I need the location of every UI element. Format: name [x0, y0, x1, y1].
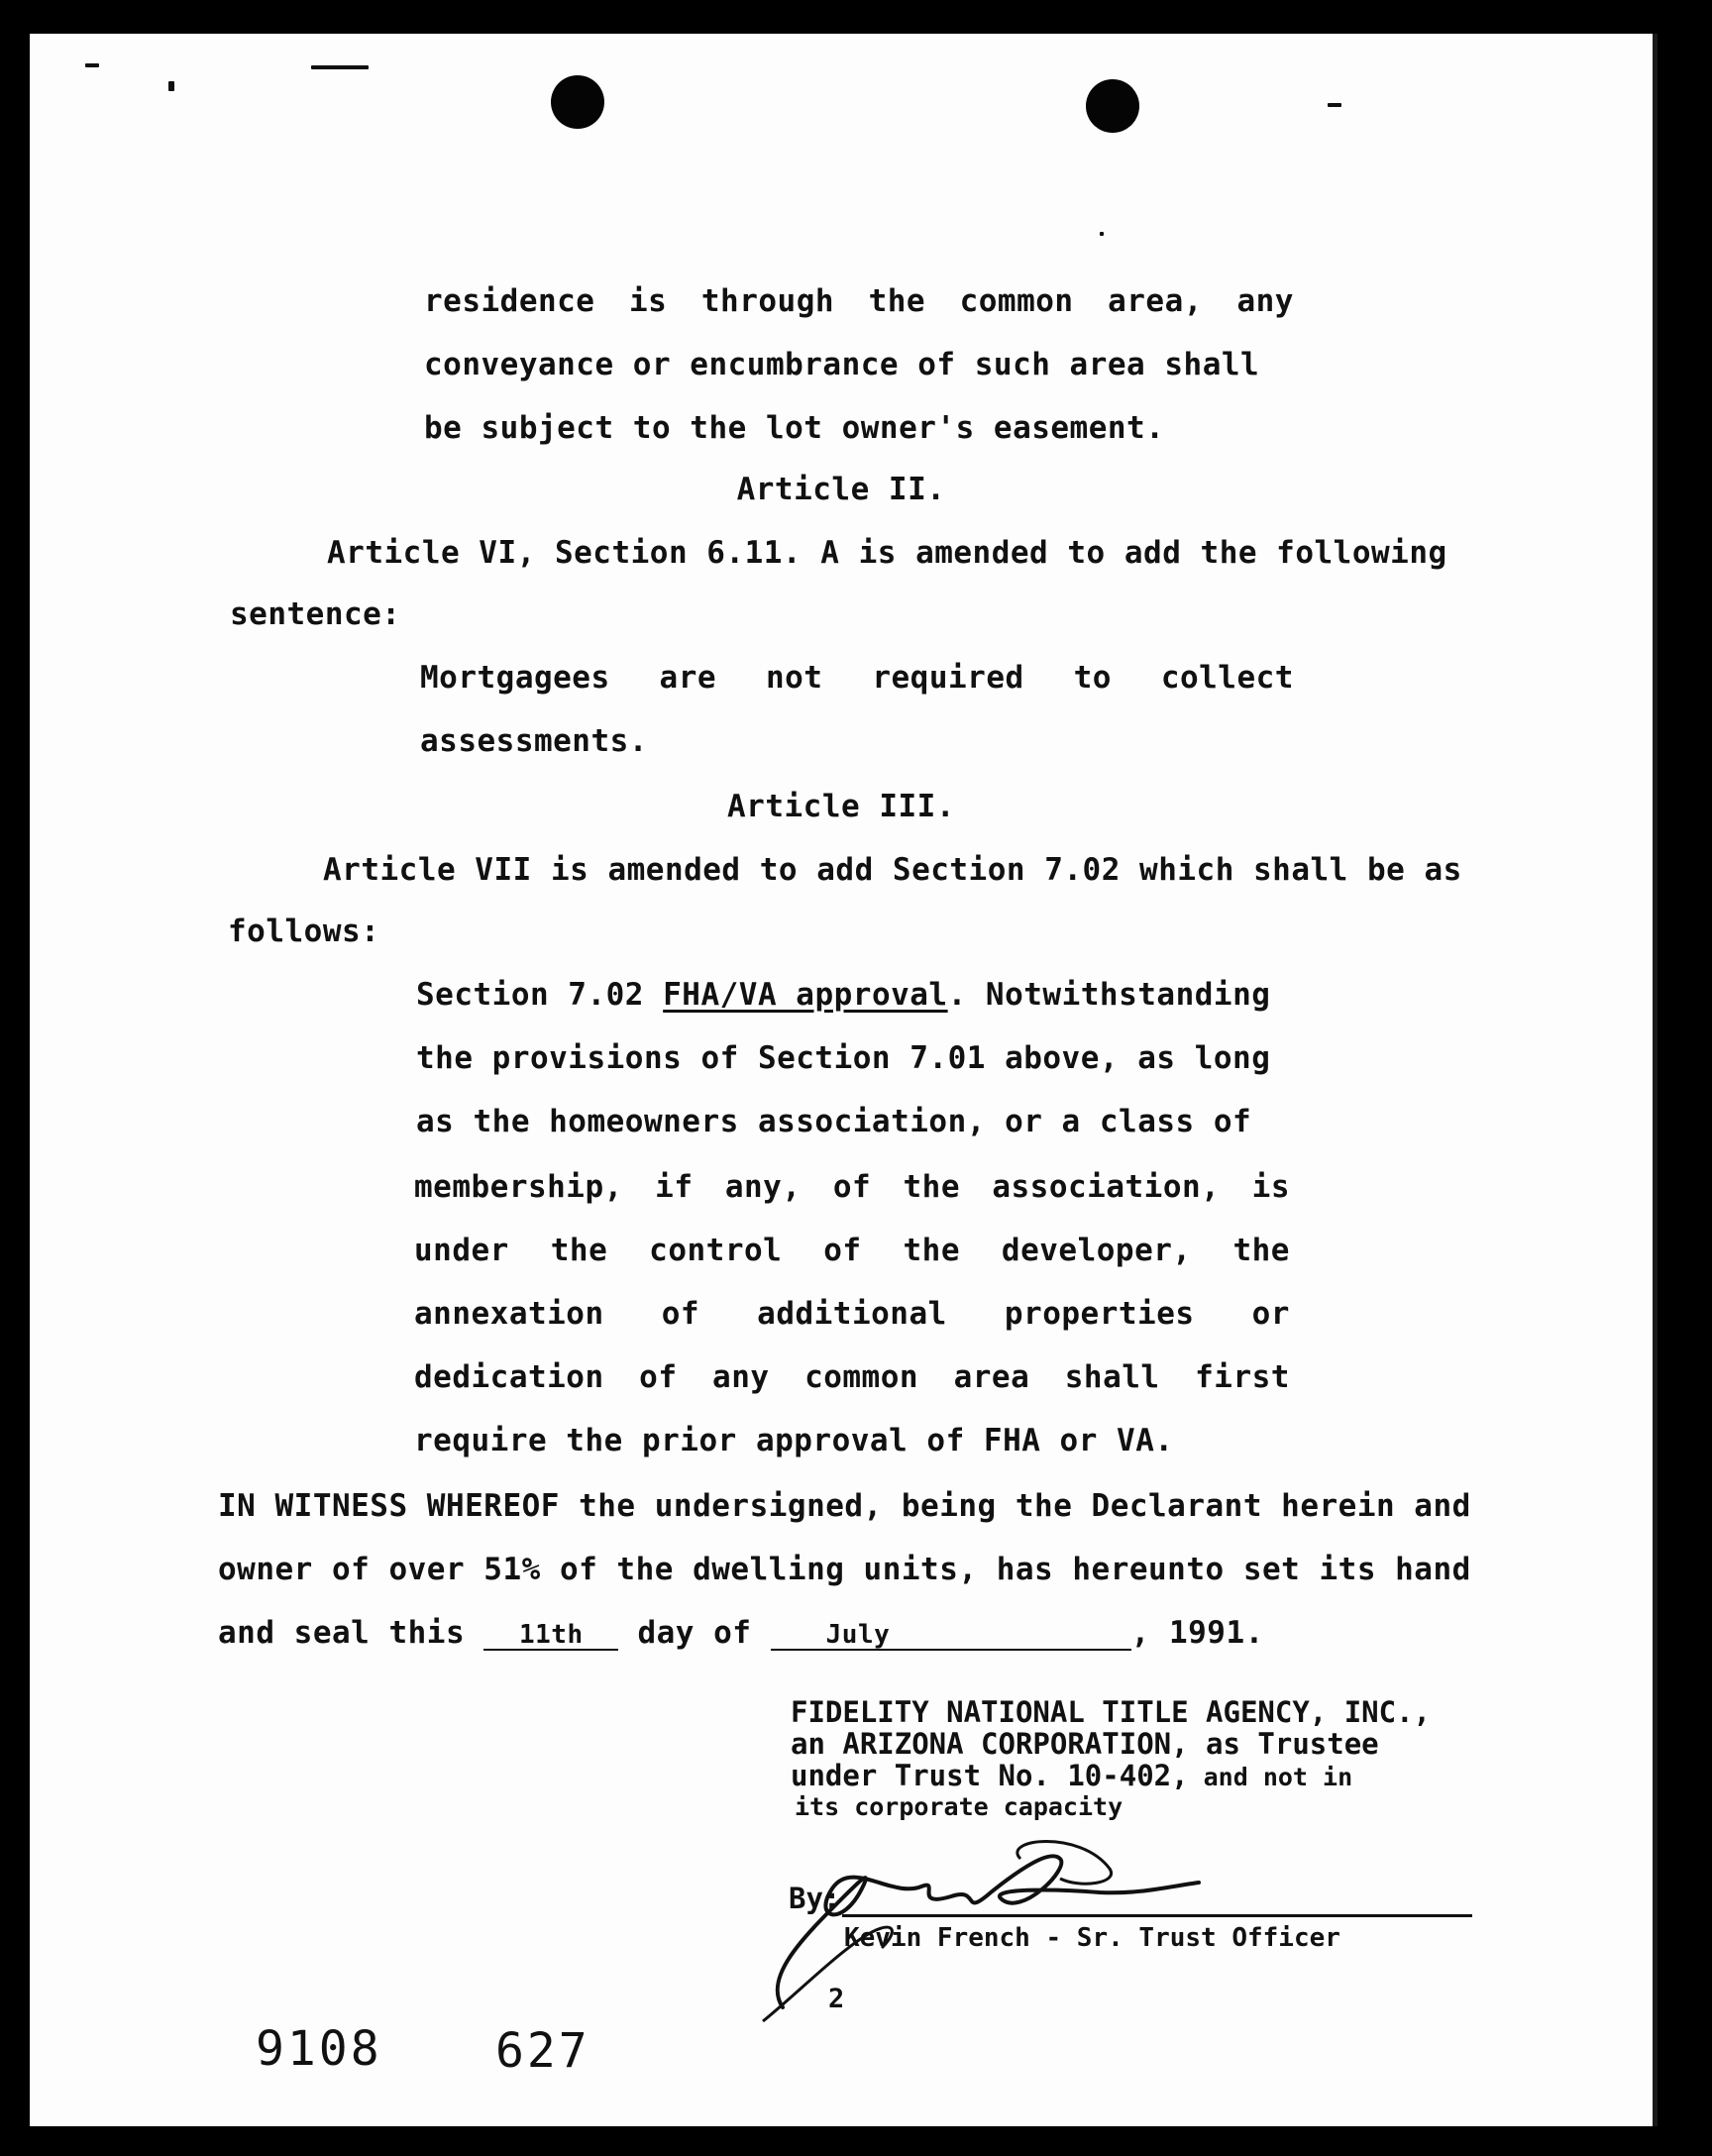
body-line-13: membership, if any, of the association, is: [414, 1169, 1290, 1205]
body-line-4: Article VI, Section 6.11. A is amended to add the following: [327, 535, 1447, 571]
punch-hole-left: [551, 75, 604, 129]
body-line-16: dedication of any common area shall first: [414, 1359, 1290, 1395]
signer-name: Kevin French - Sr. Trust Officer: [844, 1923, 1340, 1953]
body-line-15: annexation of additional properties or: [414, 1296, 1290, 1332]
scan-speck: [1328, 103, 1341, 107]
body-line-8: Article VII is amended to add Section 7.02 which shall be as: [323, 852, 1462, 888]
handwritten-signature: [723, 1829, 1278, 2027]
body-line-2: conveyance or encumbrance of such area shall: [424, 347, 1260, 382]
body-line-6: Mortgagees are not required to collect: [420, 660, 1294, 696]
article-2-heading: Article II.: [736, 472, 946, 507]
trustee-name-line-3: under Trust No. 10-402, and not in: [791, 1759, 1353, 1792]
month-fill-in: July: [771, 1621, 1131, 1651]
document-page: [30, 34, 1658, 2126]
body-line-3: be subject to the lot owner's easement.: [424, 410, 1165, 446]
scan-speck: [168, 81, 174, 91]
scan-speck: [1100, 232, 1104, 236]
body-line-10: Section 7.02 FHA/VA approval. Notwithstanding: [416, 977, 1271, 1013]
day-fill-in: 11th: [483, 1621, 618, 1651]
punch-hole-right: [1086, 79, 1139, 133]
body-line-14: under the control of the developer, the: [414, 1233, 1290, 1268]
body-line-7: assessments.: [420, 723, 648, 759]
trustee-name-line-2: an ARIZONA CORPORATION, as Trustee: [791, 1727, 1379, 1761]
body-line-1: residence is through the common area, any: [424, 283, 1294, 319]
page-number: 2: [828, 1984, 845, 2014]
scan-speck: [311, 65, 369, 69]
docket-number: 9108: [256, 2021, 382, 2077]
witness-line-2: owner of over 51% of the dwelling units, has hereunto set its hand: [218, 1552, 1471, 1587]
by-label: By:: [789, 1882, 841, 1915]
trustee-name-line-4: its corporate capacity: [795, 1792, 1124, 1821]
scan-speck: [85, 63, 99, 67]
body-line-17: require the prior approval of FHA or VA.: [414, 1423, 1174, 1458]
body-line-5: sentence:: [230, 596, 401, 632]
body-line-9: follows:: [228, 914, 380, 949]
body-line-11: the provisions of Section 7.01 above, as long: [416, 1040, 1271, 1076]
underlined-heading: FHA/VA approval: [663, 977, 948, 1013]
body-line-12: as the homeowners association, or a class of: [416, 1104, 1252, 1139]
article-3-heading: Article III.: [727, 789, 955, 824]
page-reference: 627: [495, 2023, 590, 2079]
witness-line-3: and seal this 11th day of July , 1991.: [218, 1615, 1264, 1651]
witness-line-1: IN WITNESS WHEREOF the undersigned, being the Declarant herein and: [218, 1488, 1471, 1524]
trustee-name-line-1: FIDELITY NATIONAL TITLE AGENCY, INC.,: [791, 1695, 1432, 1729]
